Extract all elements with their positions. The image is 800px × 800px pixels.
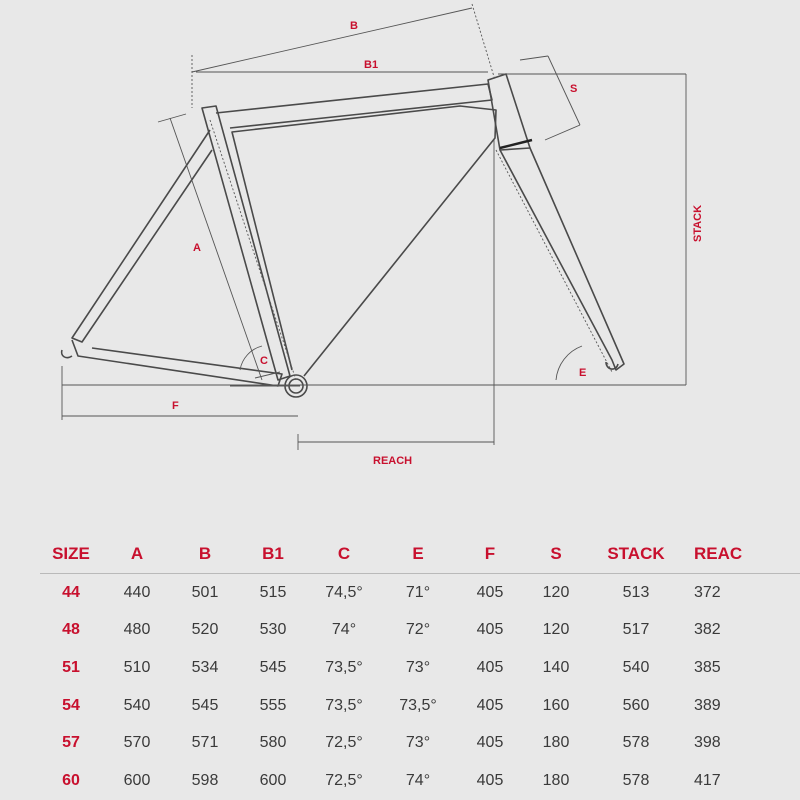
table-row <box>40 649 800 687</box>
cell-b: 501 <box>191 583 219 601</box>
cell-size: 44 <box>62 583 80 601</box>
cell-s: 160 <box>542 696 570 714</box>
cell-c: 74,5° <box>325 583 363 601</box>
cell-c: 73,5° <box>325 658 363 676</box>
cell-c: 72,5° <box>325 771 363 789</box>
cell-a: 540 <box>123 696 151 714</box>
cell-f: 405 <box>476 696 504 714</box>
cell-b: 598 <box>191 771 219 789</box>
cell-e: 72° <box>405 621 431 639</box>
cell-b1: 530 <box>259 621 287 639</box>
header-stack: STACK <box>588 535 684 574</box>
cell-e: 71° <box>405 583 431 601</box>
cell-b1: 580 <box>259 734 287 752</box>
cell-e: 74° <box>405 771 431 789</box>
header-size: SIZE <box>40 535 102 574</box>
cell-a: 600 <box>123 771 151 789</box>
header-b1: B1 <box>238 535 308 574</box>
cell-s: 180 <box>542 771 570 789</box>
cell-reach: 382 <box>694 621 721 639</box>
table-row <box>40 762 800 800</box>
label-stack: STACK <box>692 204 704 242</box>
cell-a: 440 <box>123 583 151 601</box>
cell-size: 54 <box>62 696 80 714</box>
cell-s: 120 <box>542 583 570 601</box>
cell-stack: 513 <box>622 583 650 601</box>
table-row <box>40 612 800 650</box>
cell-b: 534 <box>191 658 219 676</box>
cell-f: 405 <box>476 621 504 639</box>
label-s: S <box>570 83 578 95</box>
cell-f: 405 <box>476 583 504 601</box>
cell-reach: 389 <box>694 696 721 714</box>
cell-stack: 560 <box>622 696 650 714</box>
header-c: C <box>308 535 380 574</box>
cell-size: 57 <box>62 734 80 752</box>
header-b: B <box>172 535 238 574</box>
stem-line <box>500 140 532 148</box>
table-row <box>40 574 800 612</box>
cell-f: 405 <box>476 771 504 789</box>
header-f: F <box>456 535 524 574</box>
cell-e: 73° <box>405 658 431 676</box>
cell-size: 51 <box>62 658 80 676</box>
header-a: A <box>102 535 172 574</box>
cell-b1: 555 <box>259 696 287 714</box>
cell-e: 73,5° <box>399 696 437 714</box>
cell-f: 405 <box>476 734 504 752</box>
label-reach: REACH <box>373 455 413 467</box>
table-row <box>40 724 800 762</box>
label-b1: B1 <box>364 59 379 71</box>
label-e: E <box>579 367 587 379</box>
cell-b1: 515 <box>259 583 287 601</box>
cell-size: 48 <box>62 621 80 639</box>
cell-stack: 578 <box>622 734 650 752</box>
cell-c: 72,5° <box>325 734 363 752</box>
cell-reach: 417 <box>694 771 721 789</box>
table-header-row <box>40 535 800 574</box>
cell-b: 520 <box>191 621 219 639</box>
cell-reach: 372 <box>694 583 721 601</box>
cell-reach: 385 <box>694 658 721 676</box>
header-s: S <box>524 535 588 574</box>
cell-reach: 398 <box>694 734 721 752</box>
cell-a: 570 <box>123 734 151 752</box>
cell-s: 140 <box>542 658 570 676</box>
cell-e: 73° <box>405 734 431 752</box>
cell-stack: 578 <box>622 771 650 789</box>
table-row <box>40 687 800 725</box>
label-a: A <box>193 242 201 254</box>
cell-s: 180 <box>542 734 570 752</box>
cell-b1: 600 <box>259 771 287 789</box>
cell-b1: 545 <box>259 658 287 676</box>
cell-stack: 540 <box>622 658 650 676</box>
cell-b: 571 <box>191 734 219 752</box>
cell-stack: 517 <box>622 621 650 639</box>
cell-c: 74° <box>331 621 357 639</box>
cell-b: 545 <box>191 696 219 714</box>
cell-size: 60 <box>62 771 80 789</box>
cell-s: 120 <box>542 621 570 639</box>
header-reach: REAC <box>684 535 800 574</box>
bike-frame <box>62 74 624 397</box>
label-b: B <box>350 20 358 32</box>
cell-a: 510 <box>123 658 151 676</box>
label-c: C <box>260 355 268 367</box>
label-f: F <box>172 400 179 412</box>
cell-f: 405 <box>476 658 504 676</box>
geometry-table <box>40 535 800 800</box>
header-e: E <box>380 535 456 574</box>
cell-a: 480 <box>123 621 151 639</box>
cell-c: 73,5° <box>325 696 363 714</box>
